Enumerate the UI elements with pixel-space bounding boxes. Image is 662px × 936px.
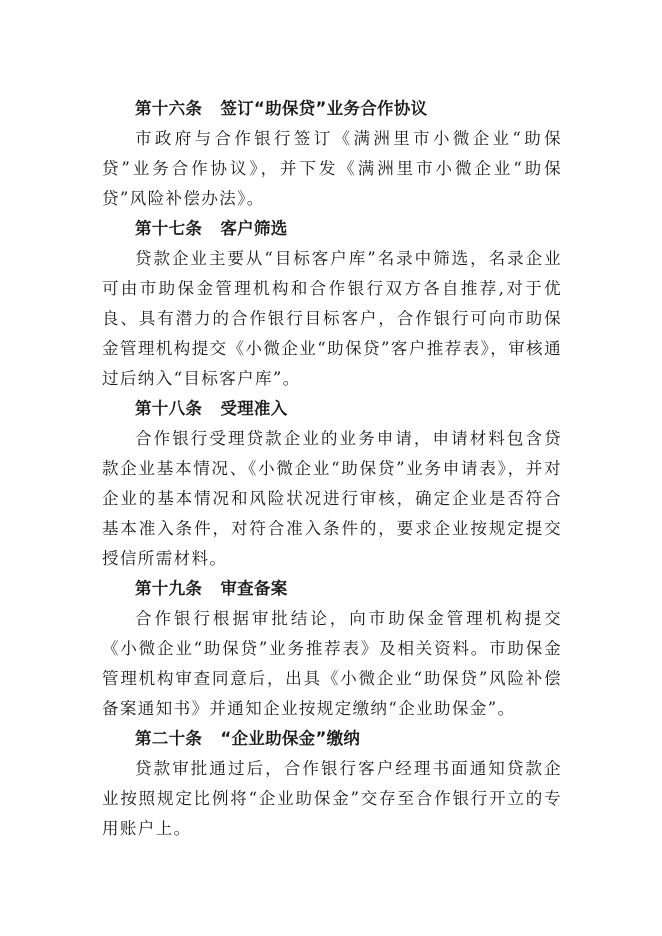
article-paragraph: 合作银行受理贷款企业的业务申请，申请材料包含贷款企业基本情况、《小微企业“助保贷”业务申请表》，并对企业的基本情况和风险状况进行审核，确定企业是否符合基本准入条件，对符合准入条件的，要求企业按规定提交授信所需材料。 [102, 429, 562, 568]
article-title: 第二十条 “企业助保金”缴纳 [135, 729, 361, 748]
article-18 [102, 394, 562, 574]
article-title: 第十七条 客户筛选 [135, 219, 288, 238]
article-17 [102, 214, 562, 394]
article-16 [102, 94, 562, 214]
article-title: 第十六条 签订“助保贷”业务合作协议 [135, 99, 428, 118]
article-paragraph: 市政府与合作银行签订《满洲里市小微企业“助保贷”业务合作协议》，并下发《满洲里市小微企业“助保贷”风险补偿办法》。 [102, 129, 562, 208]
article-paragraph: 贷款审批通过后，合作银行客户经理书面通知贷款企业按照规定比例将“企业助保金”交存至合作银行开立的专用账户上。 [102, 759, 562, 838]
article-19 [102, 574, 562, 724]
article-paragraph: 贷款企业主要从“目标客户库”名录中筛选，名录企业可由市助保金管理机构和合作银行双方各自推荐,对于优良、具有潜力的合作银行目标客户，合作银行可向市助保金管理机构提交《小微企业“助保贷”客户推荐表》，审核通过后纳入“目标客户库”。 [102, 249, 562, 388]
article-20 [102, 724, 562, 844]
article-title: 第十九条 审查备案 [135, 579, 288, 598]
article-title: 第十八条 受理准入 [135, 399, 288, 418]
article-paragraph: 合作银行根据审批结论，向市助保金管理机构提交《小微企业“助保贷”业务推荐表》及相关资料。市助保金管理机构审查同意后，出具《小微企业“助保贷”风险补偿备案通知书》并通知企业按规定缴纳“企业助保金”。 [102, 609, 562, 718]
